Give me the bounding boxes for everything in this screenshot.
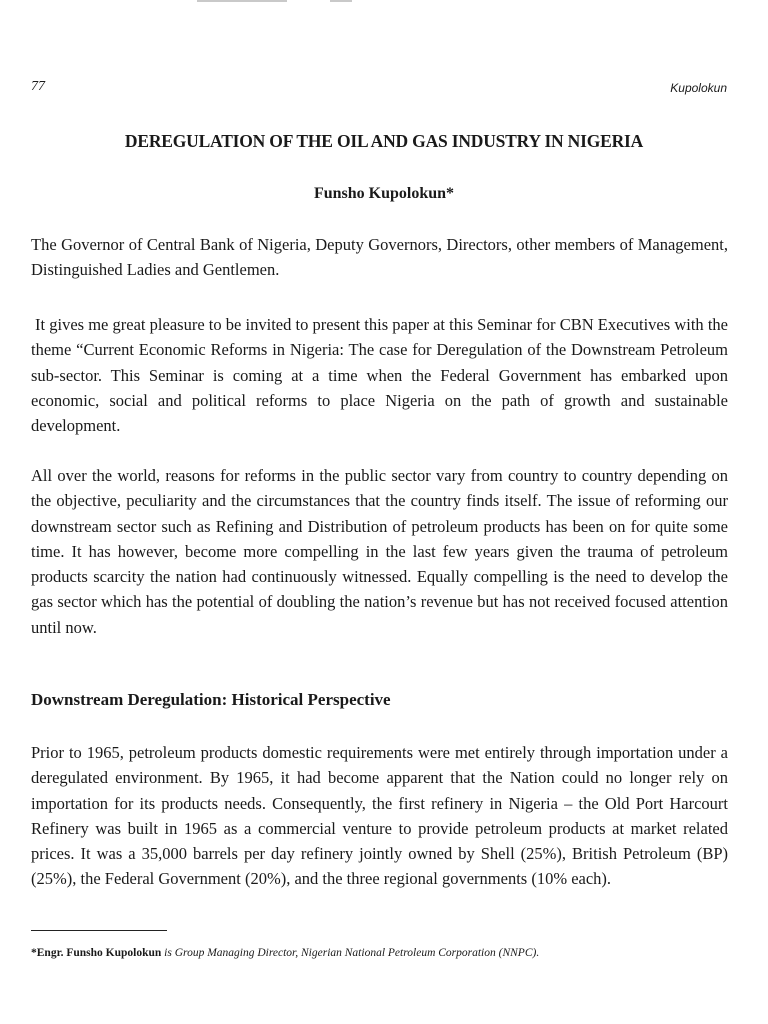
footnote-divider bbox=[31, 930, 167, 931]
article-title: DEREGULATION OF THE OIL AND GAS INDUSTRY IN NIGERIA bbox=[124, 131, 644, 151]
body-paragraph: The Governor of Central Bank of Nigeria, Deputy Governors, Directors, other members of Management, Distinguished Ladies and Gentlemen. bbox=[31, 235, 728, 280]
footnote bbox=[31, 947, 539, 959]
body-paragraph: It gives me great pleasure to be invited to present this paper at this Seminar for CBN Executives with the theme “Current Economic Reforms in Nigeria: The case for Deregulation of the Downstream Petroleum sub-sector. This Seminar is coming at a time when the Federal Government has embarked upon economic, social and political reforms to place Nigeria on the path of growth and sustainable development. bbox=[31, 315, 728, 436]
running-head: Kupolokun bbox=[670, 81, 727, 95]
page-number: 77 bbox=[31, 79, 45, 94]
footnote-role: is Group Managing Director, Nigerian National Petroleum Corporation (NNPC). bbox=[164, 947, 540, 959]
footnote-name: *Engr. Funsho Kupolokun bbox=[31, 947, 162, 959]
scan-artifact-mark bbox=[197, 0, 287, 2]
article-author: Funsho Kupolokun* bbox=[313, 185, 455, 202]
body-paragraph: All over the world, reasons for reforms in the public sector vary from country to country depending on the objective, peculiarity and the circumstances that the country finds itself. The issue of reforming our downstream sector such as Refining and Distribution of petroleum products has been on for quite some time. It has however, become more compelling in the last few years given the trauma of petroleum products scarcity the nation had continuously witnessed. Equally compelling is the need to develop the gas sector which has the potential of doubling the nation’s revenue but has not received focused attention until now. bbox=[31, 466, 728, 637]
section-heading: Downstream Deregulation: Historical Perspective bbox=[31, 690, 391, 709]
scan-artifact-mark bbox=[330, 0, 352, 2]
section-paragraph: Prior to 1965, petroleum products domestic requirements were met entirely through importation under a deregulated environment. By 1965, it had become apparent that the Nation could no longer rely on importation for its products needs. Consequently, the first refinery in Nigeria – the Old Port Harcourt Refinery was built in 1965 as a commercial venture to provide petroleum products at market related prices. It was a 35,000 barrels per day refinery jointly owned by Shell (25%), British Petroleum (BP) (25%), the Federal Government (20%), and the three regional governments (10% each). bbox=[31, 743, 728, 889]
